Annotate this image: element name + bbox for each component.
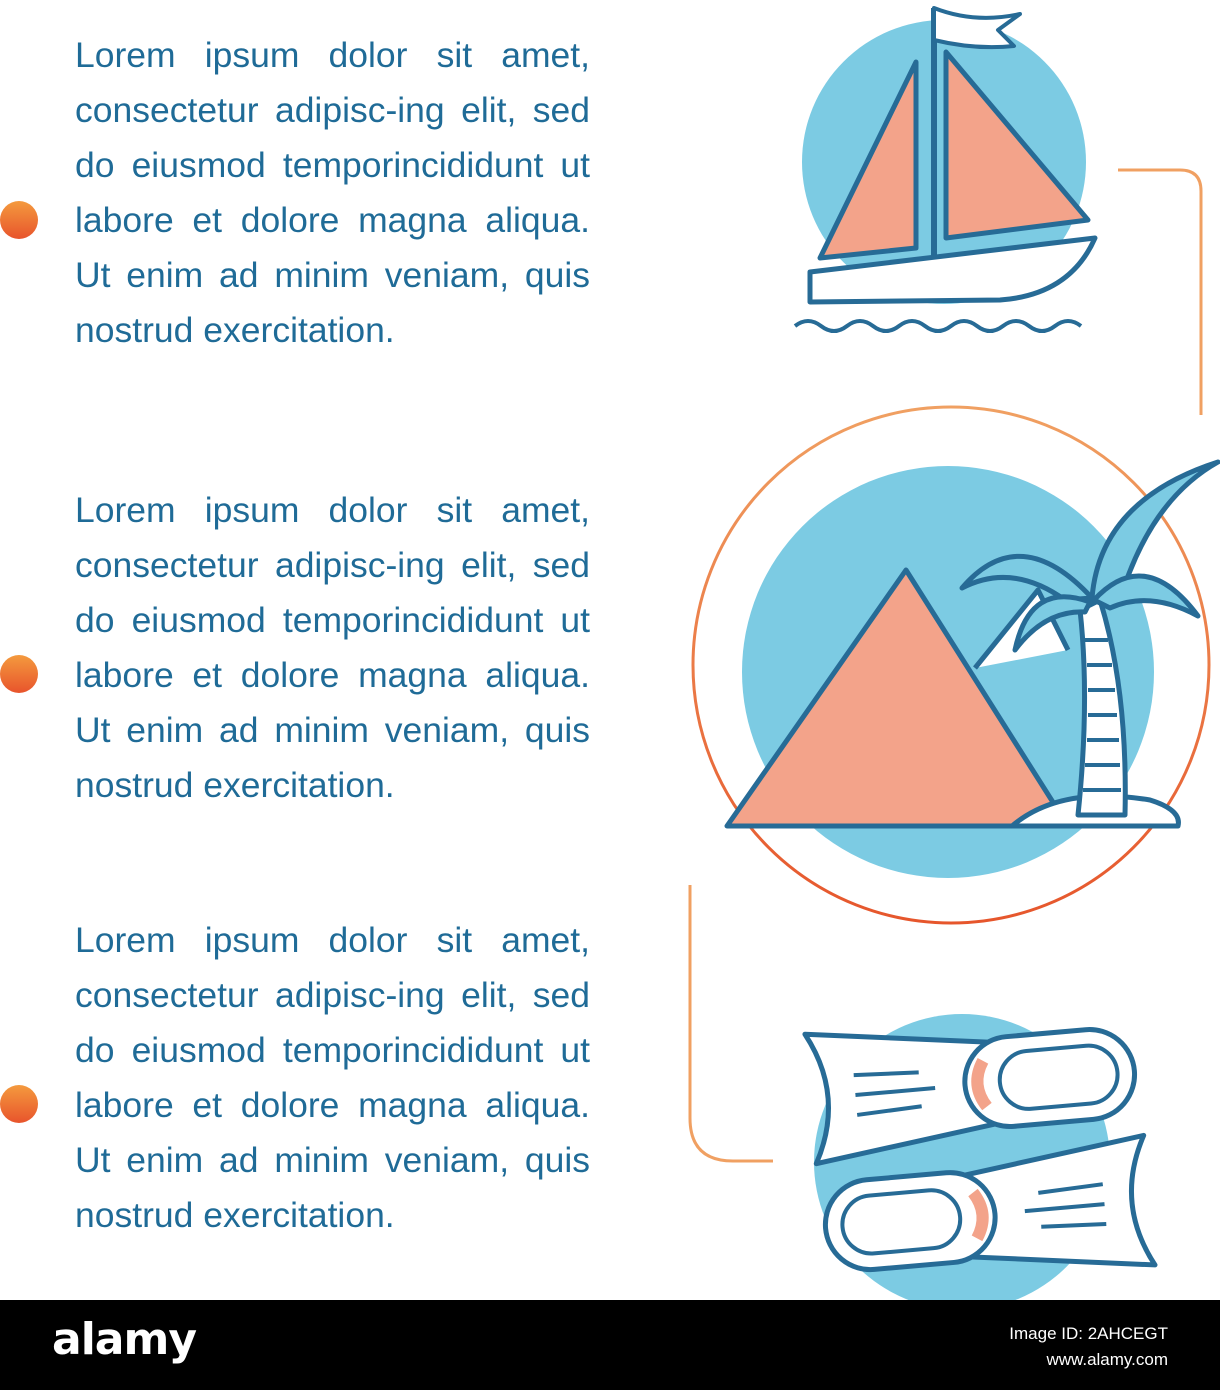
site-url-text: www.alamy.com (1046, 1350, 1168, 1369)
image-id-text: Image ID: 2AHCEGT (1009, 1324, 1168, 1343)
watermark-footer (0, 1300, 1220, 1390)
pyramid-palm-icon (693, 407, 1218, 923)
bullet-dot-1 (0, 201, 38, 239)
brand-logo: alamy (52, 1314, 196, 1365)
body-paragraph-1: Lorem ipsum dolor sit amet, consectetur adipisc-ing elit, sed do eiusmod temporincididunt ut labore et dolore magna aliqua. Ut enim ad minim veniam, quis nostrud exercitation. (75, 35, 590, 350)
connector-line-top (1118, 170, 1201, 415)
sailboat-icon (795, 8, 1095, 331)
bullet-dot-3 (0, 1085, 38, 1123)
connector-line-bottom (690, 885, 773, 1161)
bullet-dot-2 (0, 655, 38, 693)
body-paragraph-2: Lorem ipsum dolor sit amet, consectetur adipisc-ing elit, sed do eiusmod temporincididunt ut labore et dolore magna aliqua. Ut enim ad minim veniam, quis nostrud exercitation. (75, 490, 590, 805)
swim-fins-icon (805, 1006, 1155, 1300)
body-paragraph-3: Lorem ipsum dolor sit amet, consectetur adipisc-ing elit, sed do eiusmod temporincididunt ut labore et dolore magna aliqua. Ut enim ad minim veniam, quis nostrud exercitation. (75, 920, 590, 1235)
